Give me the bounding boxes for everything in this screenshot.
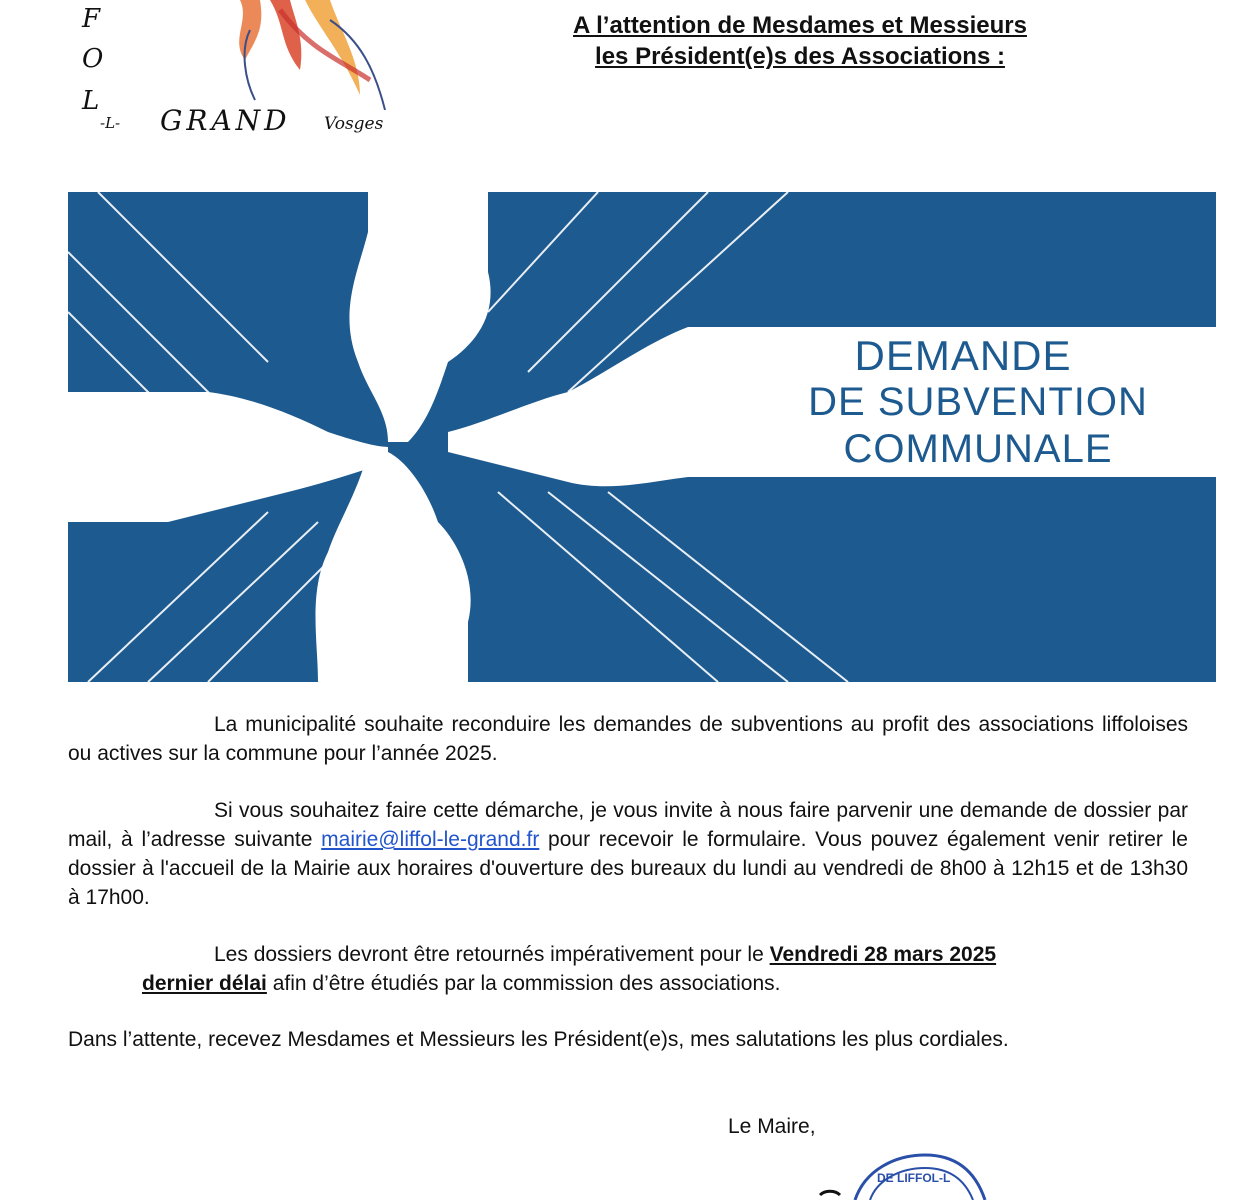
mayor-stamp	[815, 1150, 995, 1200]
email-link[interactable]: mairie@liffol-le-grand.fr	[321, 828, 540, 851]
flame-logo-graphic	[210, 0, 410, 110]
letter-heading	[470, 10, 1130, 72]
banner-line-2: DE SUBVENTION	[808, 380, 1148, 424]
deadline-text-before: Les dossiers devront être retournés impérativement pour le	[214, 943, 770, 966]
paragraph-intro: La municipalité souhaite reconduire les demandes de subventions au profit des associations liffoloises ou actives sur la commune pour l’année 2025.	[68, 713, 1188, 765]
deadline-date: Vendredi 28 mars 2025	[769, 943, 997, 966]
request-text-after: pour recevoir le formulaire. Vous pouvez également venir retirer le dossier à l'accueil de la Mairie aux horaires d'ouverture des bureaux du lundi au vendredi de 8h00 à 12h15 et de 13h30 à 17h00.	[68, 828, 1188, 909]
banner-title	[718, 332, 1238, 473]
heading-line-1: A l’attention de Mesdames et Messieurs	[573, 12, 1027, 39]
logo-letter-f: F	[82, 4, 101, 34]
town-logo	[60, 0, 420, 150]
logo-region: Vosges	[324, 114, 384, 134]
request-text-before: Si vous souhaitez faire cette démarche, je vous invite à nous faire parvenir une demande de dossier par mail, à l’adresse suivante	[68, 799, 1188, 851]
banner-line-3: COMMUNALE	[843, 427, 1113, 471]
paragraph-request	[68, 796, 1188, 912]
paragraph-closing: Dans l’attente, recevez Mesdames et Messieurs les Président(e)s, mes salutations les plus cordiales.	[68, 1028, 1009, 1051]
deadline-label: dernier délai	[142, 972, 267, 995]
logo-small-l: -L-	[100, 114, 121, 132]
logo-grand: GRAND	[160, 104, 291, 137]
logo-letter-l: L	[82, 86, 100, 116]
deadline-text-after: afin d’être étudiés par la commission des associations.	[266, 972, 781, 995]
subsidy-banner	[68, 192, 1216, 682]
heading-line-2: les Président(e)s des Associations :	[595, 43, 1005, 70]
banner-line-1: DEMANDE	[854, 332, 1072, 379]
stamp-text: DE LIFFOL-L	[877, 1171, 951, 1185]
signature-title: Le Maire,	[728, 1115, 816, 1138]
paragraph-deadline	[68, 940, 1188, 998]
logo-letter-o: O	[82, 44, 104, 74]
